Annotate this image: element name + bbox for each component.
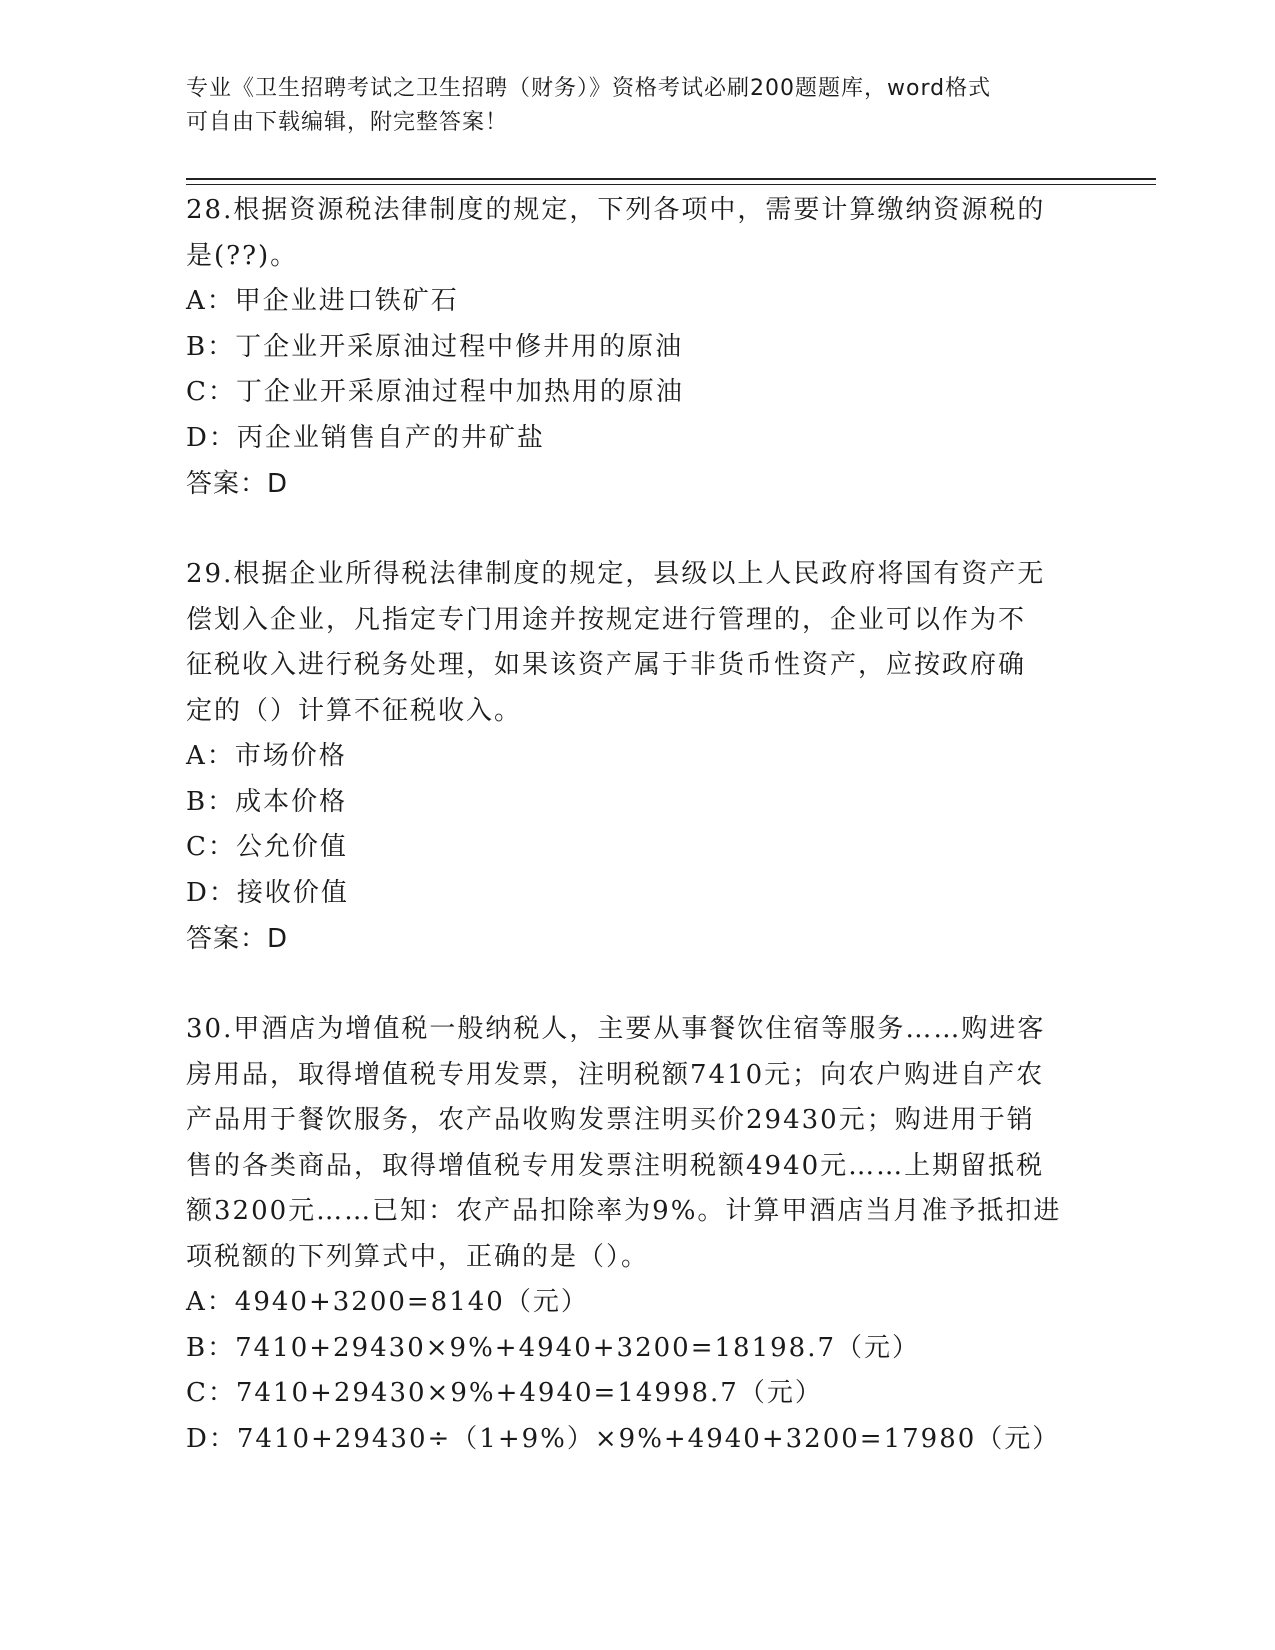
header-line-1: 专业《卫生招聘考试之卫生招聘（财务）》资格考试必刷200题题库，word格式 [186, 76, 992, 101]
header-divider-thick [186, 178, 1156, 180]
option-d: D：7410+29430÷（1+9%）×9%+4940+3200=17980（元） [186, 1423, 1061, 1454]
question-stem-line: 定的（）计算不征税收入。 [186, 695, 523, 726]
question-stem-line: 项税额的下列算式中，正确的是（）。 [186, 1241, 650, 1272]
question-spacer [186, 962, 1086, 1007]
question-29 [186, 552, 1086, 962]
option-b: B：丁企业开采原油过程中修井用的原油 [186, 331, 684, 362]
option-a: A：4940+3200=8140（元） [186, 1287, 589, 1317]
answer-line: 答案：D [186, 469, 289, 499]
document-header [186, 72, 1066, 140]
header-divider-thin [186, 184, 1156, 185]
question-spacer [186, 507, 1086, 552]
question-stem-line: 售的各类商品，取得增值税专用发票注明税额4940元……上期留抵税 [186, 1150, 1045, 1181]
option-d: D：丙企业销售自产的井矿盐 [186, 422, 545, 453]
answer-line: 答案：D [186, 924, 289, 954]
question-stem-line: 征税收入进行税务处理，如果该资产属于非货币性资产，应按政府确 [186, 650, 1027, 680]
option-b: B：成本价格 [186, 786, 348, 817]
question-stem-line: 房用品，取得增值税专用发票，注明税额7410元；向农户购进自产农 [186, 1059, 1045, 1090]
option-a: A：市场价格 [186, 741, 347, 771]
question-stem-line: 偿划入企业，凡指定专门用途并按规定进行管理的，企业可以作为不 [186, 604, 1027, 635]
option-c: C：丁企业开采原油过程中加热用的原油 [186, 377, 684, 407]
question-stem-line: 是(??)。 [186, 240, 299, 271]
question-30 [186, 1007, 1086, 1462]
header-line-2: 可自由下载编辑，附完整答案！ [186, 110, 509, 135]
question-list [186, 188, 1086, 1462]
question-28 [186, 188, 1086, 507]
question-stem-line: 额3200元……已知：农产品扣除率为9%。计算甲酒店当月准予抵扣进 [186, 1196, 1062, 1226]
question-stem-line: 29.根据企业所得税法律制度的规定，县级以上人民政府将国有资产无 [186, 559, 1046, 589]
question-stem-line: 28.根据资源税法律制度的规定，下列各项中，需要计算缴纳资源税的 [186, 195, 1046, 225]
option-b: B：7410+29430×9%+4940+3200=18198.7（元） [186, 1332, 921, 1363]
question-stem-line: 30.甲酒店为增值税一般纳税人，主要从事餐饮住宿等服务……购进客 [186, 1014, 1046, 1044]
option-d: D：接收价值 [186, 877, 349, 908]
option-a: A：甲企业进口铁矿石 [186, 286, 459, 316]
option-c: C：公允价值 [186, 832, 348, 862]
option-c: C：7410+29430×9%+4940=14998.7（元） [186, 1378, 823, 1408]
question-stem-line: 产品用于餐饮服务，农产品收购发票注明买价29430元；购进用于销 [186, 1105, 1035, 1135]
